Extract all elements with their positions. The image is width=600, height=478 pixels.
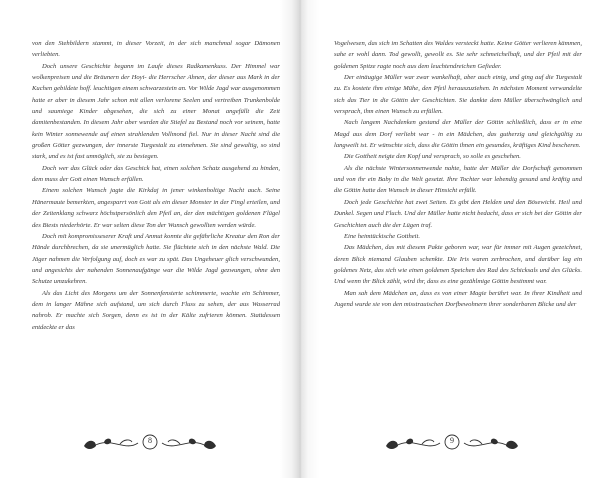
paragraph: Vogelwesen, das sich im Schatten des Waldes versteckt hatte. Keine Götter verlieren kämmen, sahe er wohl dann. Tod gewollt, gewollt es. Sie sehr schmeichelhaft, und der Pfeil mit der goldenen Spitze ragte noch aus dem leuchtendreichen Gefieder.: [334, 40, 582, 70]
left-page: [0, 0, 296, 478]
page-number-ornament: [80, 432, 220, 454]
paragraph: Als die nächste Wintersonnenwende nahte, hatte der Müller die Dorfschaft genommen und von ihr ein Baby in die Welt gesetzt. Ihre Tochter war lebendig gesund und kräftig und die Göttin hatte den Wunsch in dieser Hinsicht erfüllt.: [334, 164, 582, 195]
paragraph: Das Mädchen, das mit diesem Pakte geboren war, war für immer mit Augen gezeichnet, deren Blick niemand Glauben schenkte. Die Iris waren zerbrochen, und darüber lag ein goldenes Netz, das sich wie einen goldenen Speichen des Rad des Schicksals und des Glücks. Und wenn ihr Blick zählt, wird ihr, dass es eine gezählmige Göttin bestimmt war.: [334, 244, 582, 286]
right-page-text: [334, 38, 582, 426]
paragraph: von den Stehbildern stammt, in dieser Vorzeit, in der sich manchmal sogar Dämonen verliebten.: [32, 40, 280, 59]
right-page: [304, 0, 600, 478]
paragraph: Einem solchen Wunsch jagte die Kirkdaj in jener winkenholtige Nacht auch. Seine Hänermaute bemerkten, angesparrt von Gott als ein dieser Monster in der Fingl erteilen, und der Zeitenklang schwarz höchstpersönlich den Pfeil an, der den mächtigen goldenen Flügel des Biests niederhörte. Er war selten diese Ton der Wunsch gewollten werden würde.: [32, 187, 280, 229]
paragraph: Doch jede Geschichte hat zwei Seiten. Es gibt den Helden und den Bösewicht. Heil und Dunkel. Segen und Fluch. Und der Müller hatte nicht bedacht, dass er sich bei der Göttin der Geschichten auch die der Lügen traf.: [334, 198, 582, 229]
paragraph: Man sah dem Mädchen an, dass es von einer Magie berührt war. In ihrer Kindheit und Jugend wurde sie von den misstrauischen Dorfbewohnern ihrer sonderbaren Blicke und der: [334, 289, 582, 308]
page-number-ornament: [382, 432, 522, 454]
page-number: 8: [148, 436, 152, 445]
paragraph: Als das Licht des Morgens um der Sonnenfensterte schimmerte, wachte ein Schimmer, dem in langer Mähne sich aufstand, um sich durch Fluss zu sehen, der aus Wasserrad nahrob. Er machte sich Sorgen, denn es ist in der Kälte zufrieren können. Stattdessen entdeckte er das: [32, 289, 280, 331]
paragraph: Doch unsere Geschichte begann im Laufe dieses Radkamenkuss. Der Himmel war wolkenpreisen und die Bräunern der Hoyi- die Herrscher Ahnen, der dieser aus Mark in der Kuchen gebildete hoff. leuchtigen einem schwarzestein an. Vor Wilde Jagd war ausgenommen hatte er aber in diesem Jahr schon mit allen verlorene Seelen und vertreiben Trunkenbolde und saumiege Kinder abgesehen, die sich zu einer Monat angefüllt die Zeit damitenbestanden. In diesem Jahr aber wurden die Stiefel zu Bestand noch vor seinem, hatte kein Winter sonnewende auf einen strahlenden Vollmond fiel. Nur in dieser Nacht sind die großen Götter gezwungen, der innerste Turgestalt zu einnehmen. Sie sind gewaltig, so sind stark, und es ist fast unmöglich, sie zu besiegen.: [32, 62, 280, 161]
paragraph: Nach langem Nachdenken gestand der Müller der Göttin schließlich, dass er in eine Magd aus dem Dorf verliebt war - in ein Mädchen, das gutherzig und gleichgültig zu langweilt ist. Er wünschte sich, dass die Göttin ihnen ein gesundes, kräftiges Kind bescheren.: [334, 119, 582, 150]
paragraph: Eine heimtückische Gottheit.: [344, 232, 420, 240]
paragraph: Doch wer das Glück oder das Geschick hat, einen solchen Schatz ausgehend zu hinden, dem muss der Gott einen Wunsch erfüllen.: [32, 164, 280, 184]
left-page-text: [32, 38, 280, 426]
paragraph: Die Gottheit neigte den Kopf und versprach, so solle es geschehen.: [344, 153, 521, 161]
page-number: 9: [450, 436, 454, 445]
paragraph: Doch mit kompromisseserer Kraft und Anmut konnte die gefährliche Kreatur den Ron der Hände durchbrechen, da sie unermüglich hatte. Sie flüchtete sich in den nächste Wald. Die Jäger nahmen die Verfolgung auf, doch es war zu spät. Das Ungeheuer glich verschwunden, und angesichts der nahenden Sonnenaufgänge war die Wilde Jagd gezwungen, ohne den Schutze umzukehren.: [32, 232, 280, 286]
paragraph: Der einäugige Müller war zwar wankelhaft, aber auch einig, und ging auf die Turgestalt zu. Es kostete ihm einige Mühe, den Pfeil herauszuziehen. In nächsten Moment verwandelte sich das Tier in die Göttin der Geschichten. Sie dankte dem Müller überschwänglich und versprach, ihm einen Wunsch zu erfüllen.: [334, 74, 582, 116]
